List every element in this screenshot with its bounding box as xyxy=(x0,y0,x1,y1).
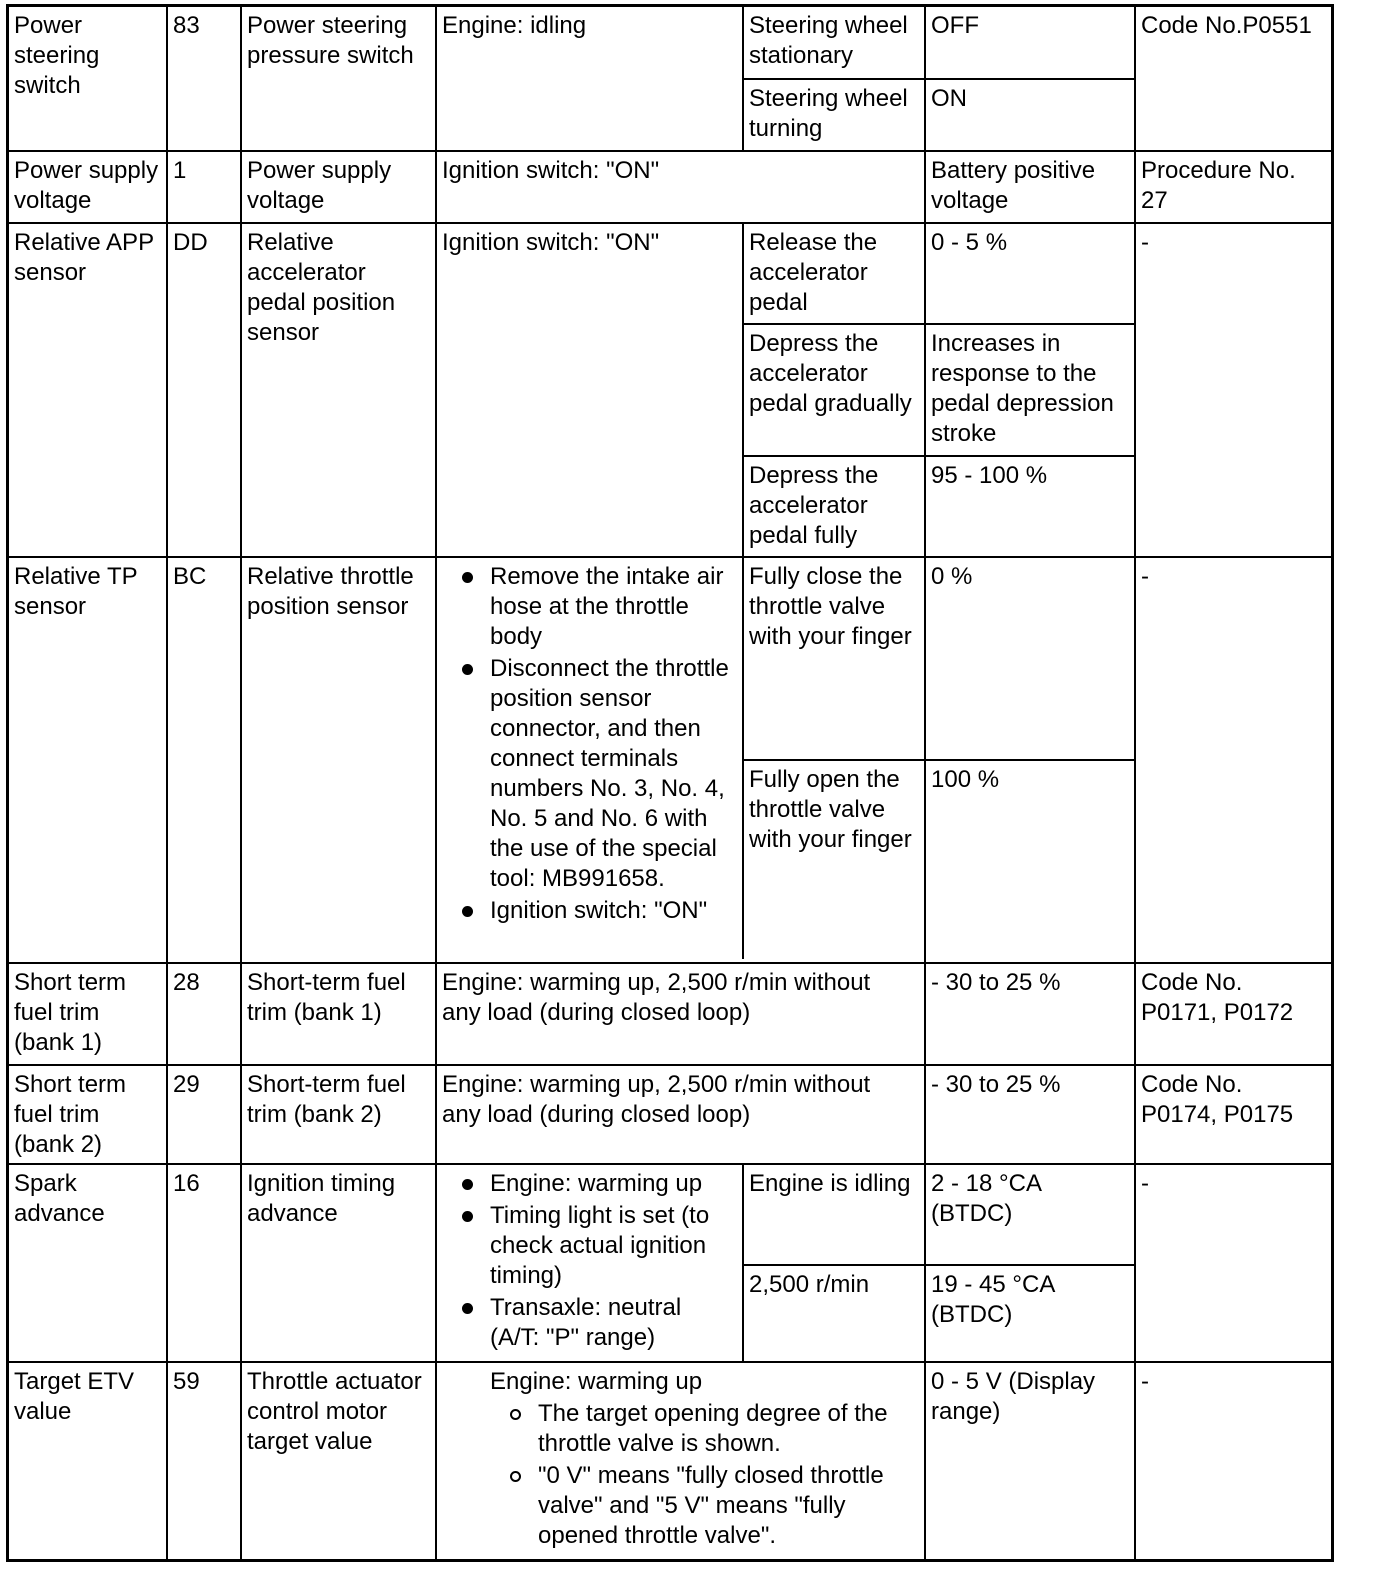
description-cell: Relative accelerator pedal position sensor xyxy=(247,229,396,346)
item-cell: Power steering switch xyxy=(14,12,100,99)
state-condition-cell: Steering wheel stationary xyxy=(749,12,908,69)
item-no-cell: 16 xyxy=(173,1170,200,1197)
check-condition-cell: Engine: warming up, 2,500 r/min without any load (during closed loop) xyxy=(442,1071,871,1128)
check-condition-text: Engine: warming up xyxy=(490,1368,703,1395)
state-condition-cell: Steering wheel turning xyxy=(749,85,908,142)
description-cell: Power steering pressure switch xyxy=(247,12,414,69)
standard-cell: 0 % xyxy=(931,563,973,590)
reference-cell: - xyxy=(1141,1368,1149,1395)
check-subbullet: The target opening degree of the throttle valve is shown. xyxy=(490,1399,918,1459)
item-cell: Power supply voltage xyxy=(14,157,159,214)
check-condition-cell xyxy=(437,1363,924,1551)
check-condition-cell: Ignition switch: "ON" xyxy=(442,229,660,256)
check-condition-cell xyxy=(437,558,742,926)
description-cell: Relative throttle position sensor xyxy=(247,563,414,620)
check-bullet: Disconnect the throttle position sensor connector, and then connect terminals numbers No. 3, No. 4, No. 5 and No. 6 with the use of the special tool: MB991658. xyxy=(442,654,736,894)
check-condition-cell: Ignition switch: "ON" xyxy=(442,157,660,184)
state-condition-cell: Engine is idling xyxy=(749,1170,911,1197)
description-cell: Power supply voltage xyxy=(247,157,392,214)
check-bullet: Transaxle: neutral (A/T: "P" range) xyxy=(442,1293,736,1353)
item-no-cell: 28 xyxy=(173,969,200,996)
service-data-table xyxy=(6,4,1334,1562)
standard-cell: OFF xyxy=(931,12,979,39)
standard-cell: - 30 to 25 % xyxy=(931,1071,1061,1098)
item-no-cell: 59 xyxy=(173,1368,200,1395)
description-cell: Throttle actuator control motor target value xyxy=(247,1368,422,1455)
state-condition-cell: Depress the accelerator pedal gradually xyxy=(749,330,912,417)
item-no-cell: 1 xyxy=(173,157,187,184)
check-subbullet: "0 V" means "fully closed throttle valve" and "5 V" means "fully opened throttle valve". xyxy=(490,1461,918,1551)
check-bullet: Timing light is set (to check actual ignition timing) xyxy=(442,1201,736,1291)
standard-cell: Battery positive voltage xyxy=(931,157,1096,214)
reference-cell: - xyxy=(1141,1170,1149,1197)
reference-cell: - xyxy=(1141,229,1149,256)
standard-cell: 95 - 100 % xyxy=(931,462,1048,489)
item-cell: Relative TP sensor xyxy=(14,563,138,620)
item-cell: Short term fuel trim (bank 2) xyxy=(14,1071,127,1158)
description-cell: Short-term fuel trim (bank 1) xyxy=(247,969,406,1026)
standard-cell: 0 - 5 V (Display range) xyxy=(931,1368,1096,1425)
standard-cell: 0 - 5 % xyxy=(931,229,1008,256)
standard-cell: ON xyxy=(931,85,967,112)
item-cell: Relative APP sensor xyxy=(14,229,154,286)
check-condition-cell: Engine: idling xyxy=(442,12,587,39)
check-bullet-list xyxy=(442,1169,736,1353)
state-condition-cell: Depress the accelerator pedal fully xyxy=(749,462,879,549)
check-subbullet-list xyxy=(490,1399,918,1551)
standard-cell: 2 - 18 °CA (BTDC) xyxy=(931,1170,1041,1227)
standard-cell: 19 - 45 °CA (BTDC) xyxy=(931,1271,1054,1328)
description-cell: Short-term fuel trim (bank 2) xyxy=(247,1071,406,1128)
reference-cell: Code No.P0551 xyxy=(1141,12,1312,39)
standard-cell: Increases in response to the pedal depression stroke xyxy=(931,330,1114,447)
state-condition-cell: 2,500 r/min xyxy=(749,1271,870,1298)
description-cell: Ignition timing advance xyxy=(247,1170,396,1227)
standard-cell: - 30 to 25 % xyxy=(931,969,1061,996)
item-cell: Target ETV value xyxy=(14,1368,135,1425)
state-condition-cell: Fully open the throttle valve with your finger xyxy=(749,766,912,853)
reference-cell: Procedure No. 27 xyxy=(1141,157,1296,214)
item-cell: Spark advance xyxy=(14,1170,105,1227)
reference-cell: Code No. P0174, P0175 xyxy=(1141,1071,1294,1128)
item-no-cell: 83 xyxy=(173,12,200,39)
check-bullet: Ignition switch: "ON" xyxy=(442,896,736,926)
item-no-cell: DD xyxy=(173,229,208,256)
check-condition-cell: Engine: warming up, 2,500 r/min without any load (during closed loop) xyxy=(442,969,871,1026)
state-condition-cell: Fully close the throttle valve with your finger xyxy=(749,563,912,650)
state-condition-cell: Release the accelerator pedal xyxy=(749,229,878,316)
item-no-cell: BC xyxy=(173,563,207,590)
item-no-cell: 29 xyxy=(173,1071,200,1098)
reference-cell: Code No. P0171, P0172 xyxy=(1141,969,1294,1026)
check-bullet-list xyxy=(442,562,736,926)
standard-cell: 100 % xyxy=(931,766,1000,793)
check-bullet: Remove the intake air hose at the throttle body xyxy=(442,562,736,652)
reference-cell: - xyxy=(1141,563,1149,590)
item-cell: Short term fuel trim (bank 1) xyxy=(14,969,127,1056)
check-condition-cell xyxy=(437,1165,742,1353)
check-bullet: Engine: warming up xyxy=(442,1169,736,1199)
